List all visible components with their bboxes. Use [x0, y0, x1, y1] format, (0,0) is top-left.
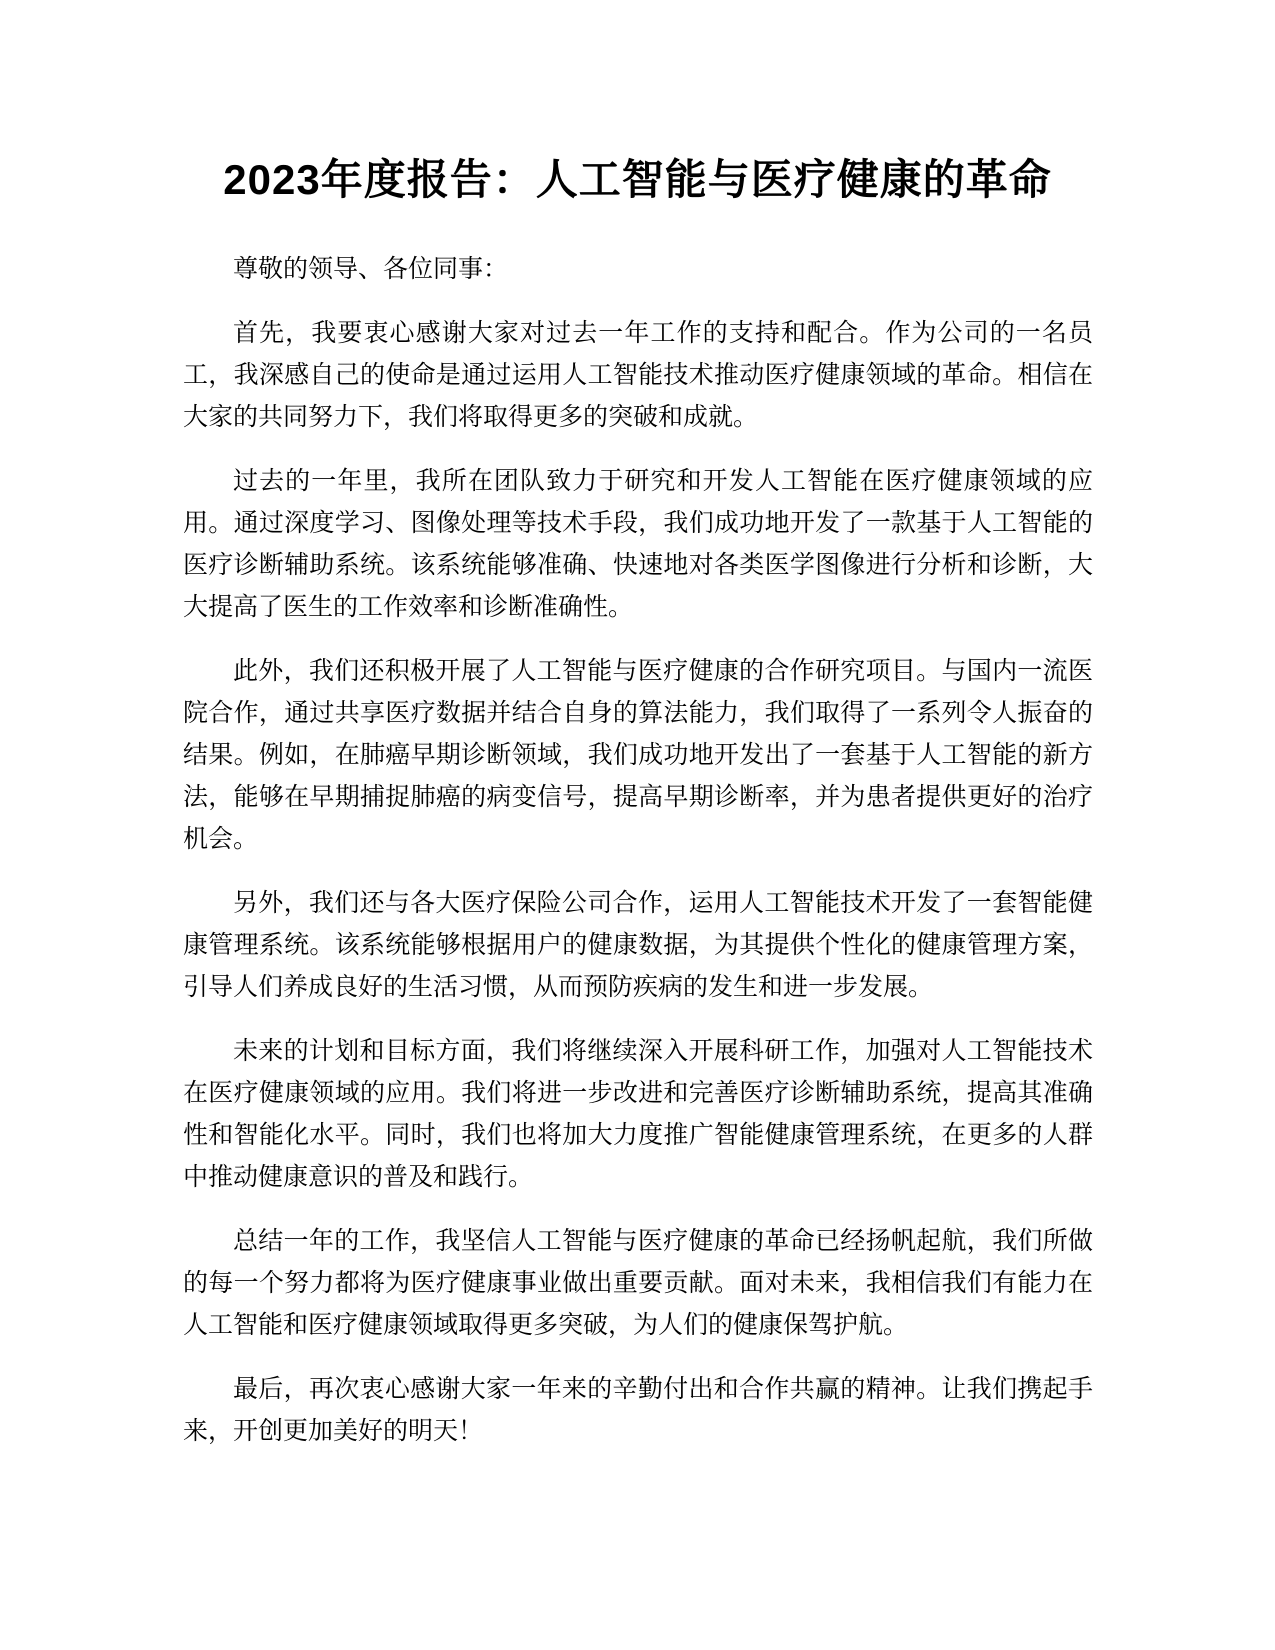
paragraph-closing: 最后，再次衷心感谢大家一年来的辛勤付出和合作共赢的精神。让我们携起手来，开创更加美好的明天！	[183, 1374, 1093, 1445]
paragraph-summary: 总结一年的工作，我坚信人工智能与医疗健康的革命已经扬帆起航，我们所做的每一个努力都将为医疗健康事业做出重要贡献。面对未来，我相信我们有能力在人工智能和医疗健康领域取得更多突破，为人们的健康保驾护航。	[183, 1226, 1093, 1339]
paragraph-thanks: 首先，我要衷心感谢大家对过去一年工作的支持和配合。作为公司的一名员工，我深感自己的使命是通过运用人工智能技术推动医疗健康领域的革命。相信在大家的共同努力下，我们将取得更多的突破和成就。	[183, 318, 1093, 431]
document-body	[183, 248, 1093, 1474]
paragraph-past-year: 过去的一年里，我所在团队致力于研究和开发人工智能在医疗健康领域的应用。通过深度学习、图像处理等技术手段，我们成功地开发了一款基于人工智能的医疗诊断辅助系统。该系统能够准确、快速地对各类医学图像进行分析和诊断，大大提高了医生的工作效率和诊断准确性。	[183, 466, 1093, 621]
paragraph-salutation: 尊敬的领导、各位同事：	[233, 254, 509, 283]
paragraph-insurance-cooperation: 另外，我们还与各大医疗保险公司合作，运用人工智能技术开发了一套智能健康管理系统。该系统能够根据用户的健康数据，为其提供个性化的健康管理方案，引导人们养成良好的生活习惯，从而预防疾病的发生和进一步发展。	[183, 888, 1093, 1001]
document-title: 2023年度报告：人工智能与医疗健康的革命	[223, 156, 1052, 203]
paragraph-research-cooperation: 此外，我们还积极开展了人工智能与医疗健康的合作研究项目。与国内一流医院合作，通过共享医疗数据并结合自身的算法能力，我们取得了一系列令人振奋的结果。例如，在肺癌早期诊断领域，我们成功地开发出了一套基于人工智能的新方法，能够在早期捕捉肺癌的病变信号，提高早期诊断率，并为患者提供更好的治疗机会。	[183, 656, 1093, 853]
paragraph-future-plans: 未来的计划和目标方面，我们将继续深入开展科研工作，加强对人工智能技术在医疗健康领域的应用。我们将进一步改进和完善医疗诊断辅助系统，提高其准确性和智能化水平。同时，我们也将加大力度推广智能健康管理系统，在更多的人群中推动健康意识的普及和践行。	[183, 1036, 1093, 1191]
